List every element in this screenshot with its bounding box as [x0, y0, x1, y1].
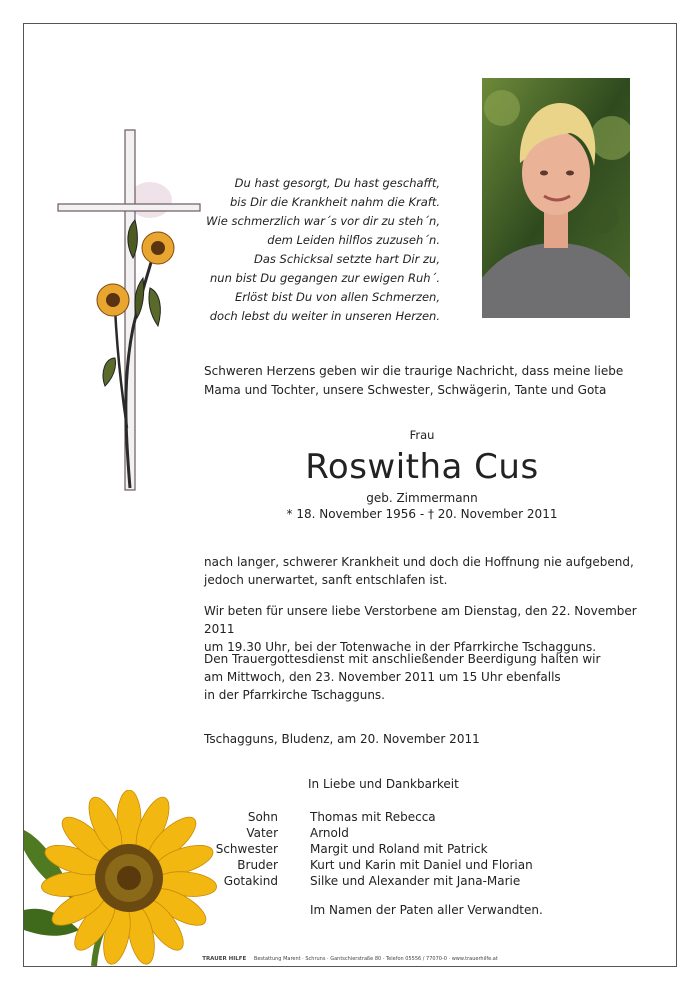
relative-name: Silke und Alexander mit Jana-Marie	[310, 874, 521, 888]
poem-line: Wie schmerzlich war´s vor dir zu steh´n,	[206, 214, 440, 228]
funeral-text	[204, 650, 644, 704]
relative-name: Kurt und Karin mit Daniel und Florian	[310, 858, 533, 872]
wake-line: Wir beten für unsere liebe Verstorbene am Dienstag, den 22. November 2011	[204, 604, 637, 636]
relative-role: Gotakind	[223, 874, 278, 888]
birth-name: geb. Zimmermann	[366, 491, 478, 505]
place-date: Tschagguns, Bludenz, am 20. November 2011	[204, 732, 480, 746]
poem-line: doch lebst du weiter in unseren Herzen.	[209, 309, 440, 323]
footer	[0, 956, 700, 962]
poem-line: Das Schicksal setzte hart Dir zu,	[253, 252, 440, 266]
paten-text: Im Namen der Paten aller Verwandten.	[310, 903, 543, 917]
relative-role: Vater	[246, 826, 278, 840]
wake-line: um 19.30 Uhr, bei der Totenwache in der Pfarrkirche Tschagguns.	[204, 640, 597, 654]
relative-name: Margit und Roland mit Patrick	[310, 842, 488, 856]
relative-role: Bruder	[237, 858, 278, 872]
relative-name: Arnold	[310, 826, 349, 840]
intro-text: Schweren Herzens geben wir die traurige Nachricht, dass meine liebe Mama und Tochter, unsere Schwester, Schwägerin, Tante und Gota	[204, 364, 624, 397]
relative-role: Sohn	[247, 810, 278, 824]
passing-text: nach langer, schwerer Krankheit und doch die Hoffnung nie aufgebend, jedoch unerwartet, sanft entschlafen ist.	[204, 555, 634, 587]
salutation: Frau	[409, 428, 435, 442]
footer-brand: TRAUER HILFE	[202, 956, 247, 962]
relative-role: Schwester	[215, 842, 278, 856]
life-dates: * 18. November 1956 - † 20. November 2011	[286, 507, 558, 521]
wake-text	[204, 602, 644, 656]
sunflower-image	[24, 790, 224, 966]
poem-line: dem Leiden hilflos zuzuseh´n.	[267, 233, 440, 247]
funeral-line: Den Trauergottesdienst mit anschließender Beerdigung halten wir	[204, 652, 601, 666]
relative-name: Thomas mit Rebecca	[310, 810, 436, 824]
poem-line: Du hast gesorgt, Du hast geschafft,	[234, 176, 440, 190]
portrait-photo	[482, 78, 630, 318]
poem	[180, 174, 440, 326]
funeral-line: in der Pfarrkirche Tschagguns.	[204, 688, 385, 702]
closing-text: In Liebe und Dankbarkeit	[308, 777, 459, 791]
poem-line: nun bist Du gegangen zur ewigen Ruh´.	[210, 271, 440, 285]
poem-line: Erlöst bist Du von allen Schmerzen,	[234, 290, 440, 304]
footer-details: Bestattung Marent · Schruns · Gantschierstraße 80 · Telefon 05556 / 77070-0 · www.trauerhilfe.at	[253, 956, 498, 962]
deceased-name: Roswitha Cus	[305, 447, 539, 487]
funeral-line: am Mittwoch, den 23. November 2011 um 15 Uhr ebenfalls	[204, 670, 561, 684]
poem-line: bis Dir die Krankheit nahm die Kraft.	[229, 195, 440, 209]
relative-names	[310, 809, 610, 889]
